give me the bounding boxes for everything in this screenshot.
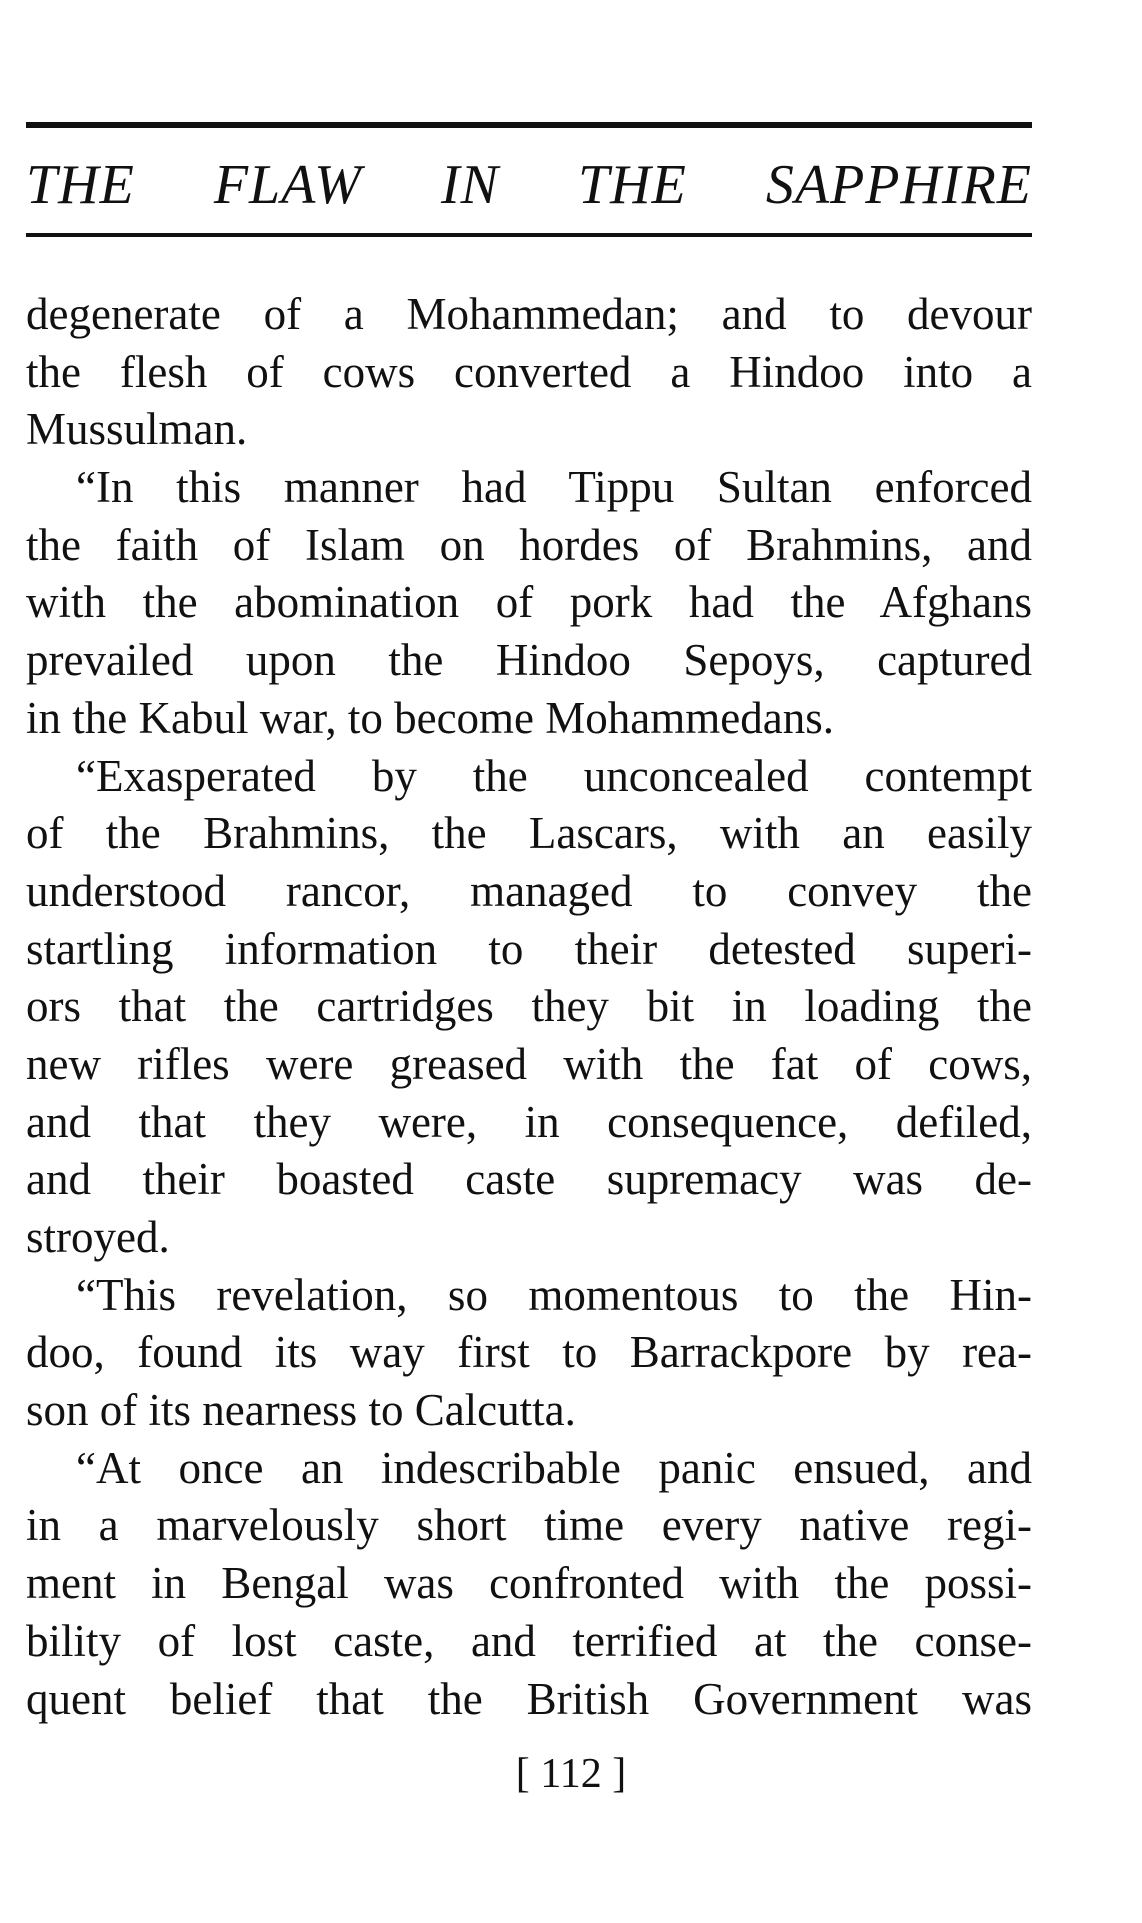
body-text	[26, 286, 1032, 1728]
text-line: doo, found its way first to Barrackpore by rea-	[26, 1327, 1032, 1378]
text-line: understood rancor, managed to convey the	[26, 865, 1032, 916]
running-head	[26, 150, 1032, 220]
text-line: ment in Bengal was confronted with the possi-	[26, 1558, 1032, 1609]
page-number: [ 112 ]	[515, 1751, 627, 1797]
text-line: son of its nearness to Calcutta.	[26, 1385, 576, 1436]
text-line: the faith of Islam on hordes of Brahmins, and	[26, 519, 1032, 570]
running-head-word: THE	[578, 154, 687, 216]
text-line: Mussulman.	[26, 404, 248, 455]
text-line: “In this manner had Tippu Sultan enforced	[76, 462, 1032, 513]
text-line: with the abomination of pork had the Afghans	[26, 577, 1032, 628]
running-head-word: FLAW	[213, 154, 362, 216]
text-line: prevailed upon the Hindoo Sepoys, captured	[26, 635, 1032, 686]
text-line: bility of lost caste, and terrified at the conse-	[26, 1615, 1032, 1666]
running-head-word: IN	[441, 154, 499, 216]
header-top-rule	[26, 122, 1032, 128]
running-head-word: SAPPHIRE	[765, 154, 1032, 216]
text-line: “At once an indescribable panic ensued, and	[76, 1442, 1032, 1493]
running-head-word: THE	[26, 154, 135, 216]
text-line: in the Kabul war, to become Mohammedans.	[26, 692, 834, 743]
text-line: quent belief that the British Government was	[26, 1673, 1032, 1724]
text-line: in a marvelously short time every native regi-	[26, 1500, 1032, 1551]
text-line: and that they were, in consequence, defiled,	[26, 1096, 1032, 1147]
text-line: “This revelation, so momentous to the Hin-	[76, 1269, 1032, 1320]
text-line: startling information to their detested superi-	[26, 923, 1032, 974]
text-line: and their boasted caste supremacy was de-	[26, 1154, 1032, 1205]
text-line: stroyed.	[26, 1212, 170, 1262]
text-line: of the Brahmins, the Lascars, with an easily	[26, 808, 1032, 859]
text-line: ors that the cartridges they bit in loading the	[26, 981, 1032, 1032]
text-line: degenerate of a Mohammedan; and to devour	[26, 289, 1032, 339]
text-line: new rifles were greased with the fat of cows,	[26, 1038, 1032, 1089]
header-bottom-rule	[26, 233, 1032, 237]
text-line: “Exasperated by the unconcealed contempt	[76, 750, 1032, 801]
text-line: the flesh of cows converted a Hindoo into a	[26, 346, 1032, 397]
